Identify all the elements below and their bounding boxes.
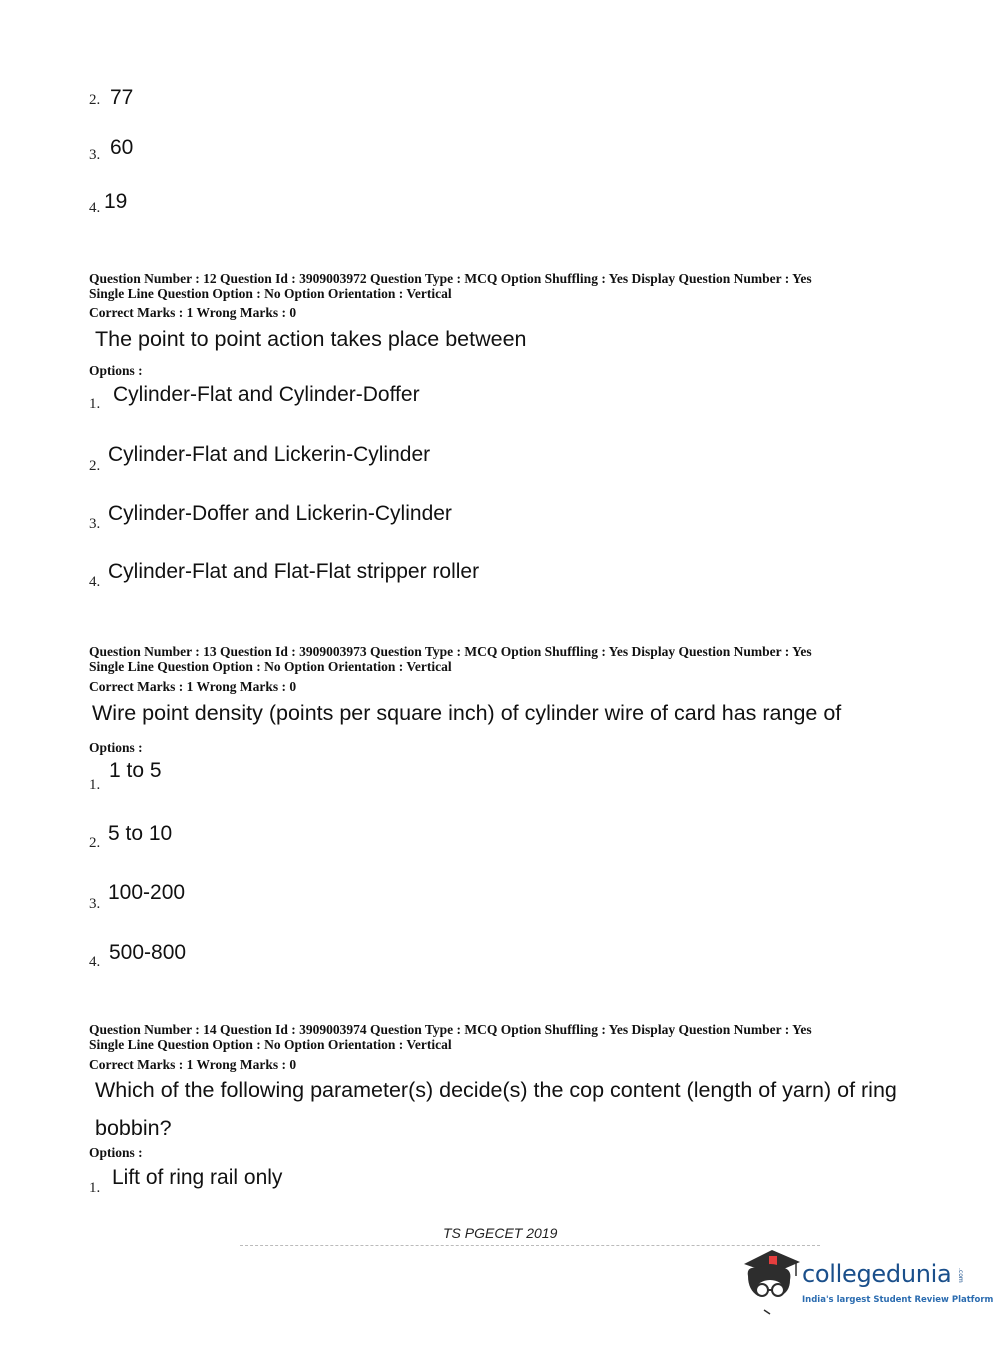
option-text: 5 to 10 — [108, 822, 173, 845]
mascot-icon — [740, 1246, 802, 1316]
question-text: Which of the following parameter(s) decide(s) the cop content (length of yarn) of ring — [95, 1078, 897, 1102]
options-label: Options : — [89, 1145, 143, 1160]
option-text: Lift of ring rail only — [112, 1166, 283, 1189]
option-number: 2. — [89, 458, 101, 474]
question-marks: Correct Marks : 1 Wrong Marks : 0 — [89, 679, 297, 694]
logo-wordmark: collegedunia — [802, 1260, 952, 1288]
page-footer: TS PGECET 2019 — [443, 1225, 558, 1241]
question-meta-line: Single Line Question Option : No Option Orientation : Vertical — [89, 659, 452, 674]
option-number: 3. — [89, 896, 101, 912]
options-label: Options : — [89, 363, 143, 378]
logo-tagline: India's largest Student Review Platform — [802, 1295, 994, 1305]
option-number: 4. — [89, 574, 101, 590]
option-number: 2. — [89, 92, 101, 108]
question-meta — [89, 644, 812, 674]
question-meta — [89, 1022, 812, 1052]
question-meta-line: Single Line Question Option : No Option Orientation : Vertical — [89, 286, 452, 301]
option-number: 1. — [89, 1180, 101, 1196]
question-text-continued: bobbin? — [95, 1116, 172, 1140]
question-meta-line: Single Line Question Option : No Option Orientation : Vertical — [89, 1037, 452, 1052]
option-text: Cylinder-Doffer and Lickerin-Cylinder — [108, 502, 452, 525]
option-text: Cylinder-Flat and Cylinder-Doffer — [113, 383, 420, 406]
option-number: 4. — [89, 200, 101, 216]
option-number: 1. — [89, 396, 101, 412]
question-text: The point to point action takes place between — [95, 327, 527, 351]
options-label: Options : — [89, 740, 143, 755]
option-number: 3. — [89, 516, 101, 532]
question-meta-line: Question Number : 12 Question Id : 3909003972 Question Type : MCQ Option Shuffling : Yes Display Question Number : Yes — [89, 271, 812, 286]
option-number: 2. — [89, 835, 101, 851]
option-number: 4. — [89, 954, 101, 970]
footer-divider — [240, 1245, 820, 1246]
option-text: 77 — [110, 86, 134, 109]
question-meta-line: Question Number : 14 Question Id : 3909003974 Question Type : MCQ Option Shuffling : Yes Display Question Number : Yes — [89, 1022, 812, 1037]
option-text: 1 to 5 — [109, 759, 162, 782]
option-text: Cylinder-Flat and Flat-Flat stripper roller — [108, 560, 480, 583]
logo-domain: .com — [957, 1268, 964, 1283]
option-number: 3. — [89, 147, 101, 163]
option-text: 60 — [110, 136, 134, 159]
question-text: Wire point density (points per square inch) of cylinder wire of card has range of — [92, 701, 842, 725]
option-number: 1. — [89, 777, 101, 793]
collegedunia-logo — [740, 1246, 994, 1318]
option-text: Cylinder-Flat and Lickerin-Cylinder — [108, 443, 431, 466]
question-marks: Correct Marks : 1 Wrong Marks : 0 — [89, 305, 297, 320]
question-meta-line: Question Number : 13 Question Id : 3909003973 Question Type : MCQ Option Shuffling : Yes Display Question Number : Yes — [89, 644, 812, 659]
question-meta — [89, 271, 812, 301]
option-text: 100-200 — [108, 881, 186, 904]
option-text: 500-800 — [109, 941, 187, 964]
question-marks: Correct Marks : 1 Wrong Marks : 0 — [89, 1057, 297, 1072]
option-text: 19 — [104, 190, 128, 213]
